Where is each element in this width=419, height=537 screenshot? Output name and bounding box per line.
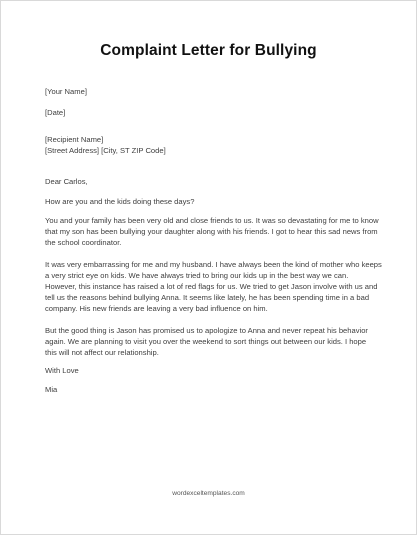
paragraph-line: that my son has been bullying your daughter along with his friends. I got to hear this sad news from [45,227,378,236]
paragraph-line: a very strict eye on kids. We have always tried to bring our kids up in the best way we can. [45,271,349,280]
sender-name: [Your Name] [45,87,87,96]
letter-title: Complaint Letter for Bullying [100,42,317,59]
paragraph-line: But the good thing is Jason has promised us to apologize to Anna and never repeat his behavior [45,326,368,335]
paragraph-line: You and your family has been very old and close friends to us. It was so devastating for me to know [45,216,379,225]
paragraph-1 [45,215,379,248]
paragraph-2 [45,259,382,314]
paragraph-line: again. We are planning to visit you over the weekend to sort things out between our kids. I hope [45,337,367,346]
paragraph-line: tell us the reasons behind bullying Anna. It seems like lately, he has been spending time in a bad [45,293,370,302]
opening-line: How are you and the kids doing these days? [45,197,195,206]
recipient-name: [Recipient Name] [45,135,104,144]
paragraph-line: However, this instance has raised a lot of red flags for us. We tried to get Jason involve with us and [45,282,378,291]
letter-date: [Date] [45,108,66,117]
paragraph-line: this will not affect our relationship. [45,348,159,357]
footer-watermark: wordexceltemplates.com [172,490,245,497]
closing: With Love [45,366,79,375]
paragraph-line: company. His new friends are leaving a very bad influence on him. [45,304,268,313]
paragraph-3 [45,325,376,358]
signature: Mia [45,385,58,394]
paragraph-line: It was very embarrassing for me and my husband. I have always been the kind of mother who keeps [45,260,382,269]
salutation: Dear Carlos, [45,177,88,186]
recipient-address: [Street Address] [City, ST ZIP Code] [45,146,166,155]
paragraph-line: the school coordinator. [45,238,122,247]
